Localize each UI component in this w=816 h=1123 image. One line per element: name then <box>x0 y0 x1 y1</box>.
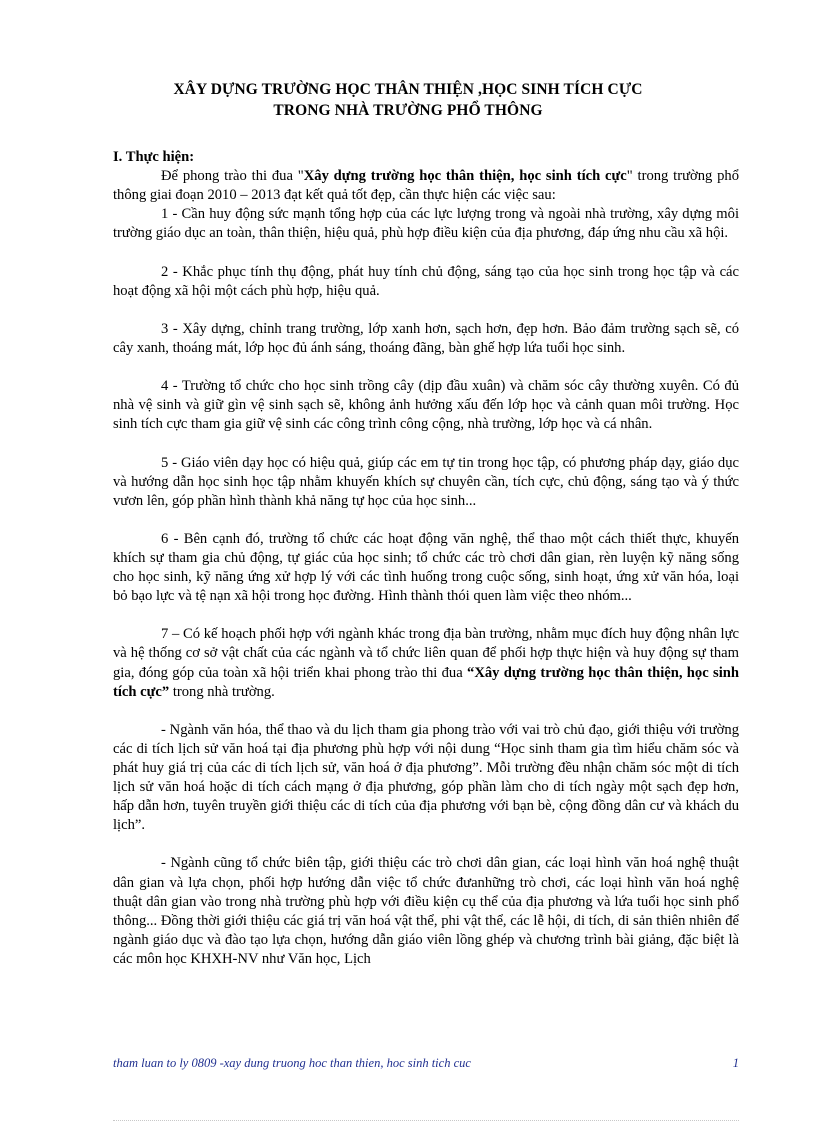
item-7-paragraph <box>113 625 739 701</box>
bullet-1-paragraph: - Ngành văn hóa, thể thao và du lịch tham gia phong trào với vai trò chủ đạo, giới thiệu với trường các di tích lịch sử văn hoá tại địa phương phù hợp với nội dung “Học sinh tham gia tìm hiểu chăm sóc và phát huy giá trị của các di tích lịch sử, văn hoá ở địa phương”. Mỗi trường đều nhận chăm sóc một di tích lịch sử văn hoá hoặc di tích cách mạng ở địa phương, góp phần làm cho di tích ngày một sạch đẹp hơn, hấp dẫn hơn, tuyên truyền giới thiệu các di tích của địa phương với bạn bè, cộng đồng dân cư và khách du lịch”. <box>113 721 739 834</box>
item-1-paragraph: 1 - Cần huy động sức mạnh tổng hợp của các lực lượng trong và ngoài nhà trường, xây dựng môi trường giáo dục an toàn, thân thiện, hiệu quả, phù hợp điều kiện của địa phương, đáp ứng nhu cầu xã hội. <box>113 206 739 242</box>
intro-campaign-name: Xây dựng trường học thân thiện, học sinh tích cực <box>303 168 627 185</box>
footer-page-number: 1 <box>732 1056 739 1070</box>
item-5-paragraph: 5 - Giáo viên dạy học có hiệu quả, giúp các em tự tin trong học tập, có phương pháp dạy, giáo dục và hướng dẫn học sinh học tập nhằm khuyến khích sự chuyên cần, tích cực, chủ động, sáng tạo và ý thức vươn lên, góp phần hình thành khả năng tự học của học sinh... <box>113 454 739 509</box>
page-footer <box>113 1056 739 1071</box>
intro-paragraph <box>113 167 739 205</box>
item-7-text-before: 7 – Có kế hoạch phối hợp với ngành khác trong địa bàn trường, nhằm mục đích huy động nhân lực và hệ thống cơ sở vật chất của các ngành và tổ chức liên quan để phối hợp thực hiện và huy động sự tham gia, đóng góp của toàn xã hội triển khai phong trào thi đua <box>113 626 739 681</box>
bullet-2-paragraph: - Ngành cũng tổ chức biên tập, giới thiệu các trò chơi dân gian, các loại hình văn hoá nghệ thuật dân gian và lựa chọn, phối hợp hướng dẫn việc tổ chức đưanhững trò chơi, các loại hình văn hoá nghệ thuật dân gian vào trong nhà trường phù hợp với điều kiện cụ thể của địa phương và lứa tuổi học sinh phổ thông... Đồng thời giới thiệu các giá trị văn hoá vật thể, phi vật thể, các lễ hội, di tích, di sản thiên nhiên để ngành giáo dục và đào tạo lựa chọn, hướng dẫn giáo viên lồng ghép và chương trình bài giảng, đặc biệt là các môn học KHXH-NV như Văn học, Lịch <box>113 855 739 967</box>
document-title-line-1: XÂY DỰNG TRƯỜNG HỌC THÂN THIỆN ,HỌC SINH TÍCH CỰC <box>173 81 643 98</box>
item-7-text-after: trong nhà trường. <box>169 683 275 700</box>
item-6-paragraph: 6 - Bên cạnh đó, trường tổ chức các hoạt động văn nghệ, thể thao một cách thiết thực, khuyến khích sự tham gia chủ động, tự giác của học sinh; tổ chức các trò chơi dân gian, rèn luyện kỹ năng sống cho học sinh, kỹ năng ứng xử hợp lý với các tình huống trong cuộc sống, sinh hoạt, ứng xử văn hóa, loại bỏ bạo lực và tệ nạn xã hội trong học đường. Hình thành thói quen làm việc theo nhóm... <box>113 530 739 605</box>
section-heading: I. Thực hiện: <box>113 149 195 165</box>
item-7-campaign-name: “Xây dựng trường học thân thiện, học sinh tích cực” <box>113 664 739 700</box>
intro-text-after: " trong trường phổ thông giai đoạn 2010 – 2013 đạt kết quả tốt đẹp, cần thực hiện các việc sau: <box>113 168 739 204</box>
item-2-paragraph: 2 - Khắc phục tính thụ động, phát huy tính chủ động, sáng tạo của học sinh trong học tập và các hoạt động xã hội một cách phù hợp, hiệu quả. <box>113 263 739 299</box>
document-body <box>113 148 739 969</box>
item-4-paragraph: 4 - Trường tổ chức cho học sinh trồng cây (dịp đầu xuân) và chăm sóc cây thường xuyên. Có đủ nhà vệ sinh và giữ gìn vệ sinh sạch sẽ, không ảnh hưởng xấu đến lớp học và cảnh quan môi trường. Học sinh tích cực tham gia giữ vệ sinh các công trình công cộng, nhà trường, lớp học và cá nhân. <box>113 378 739 433</box>
item-3-paragraph: 3 - Xây dựng, chỉnh trang trường, lớp xanh hơn, sạch hơn, đẹp hơn. Bảo đảm trường sạch sẽ, có cây xanh, thoáng mát, lớp học đủ ánh sáng, thoáng đãng, bàn ghế hợp lứa tuổi học sinh. <box>113 320 739 356</box>
intro-text-before: Để phong trào thi đua " <box>161 168 304 185</box>
document-title-line-2: TRONG NHÀ TRƯỜNG PHỔ THÔNG <box>273 102 543 119</box>
page-bottom-divider <box>113 1120 739 1121</box>
footer-filename: tham luan to ly 0809 -xay dung truong hoc than thien, hoc sinh tich cuc <box>113 1056 471 1070</box>
